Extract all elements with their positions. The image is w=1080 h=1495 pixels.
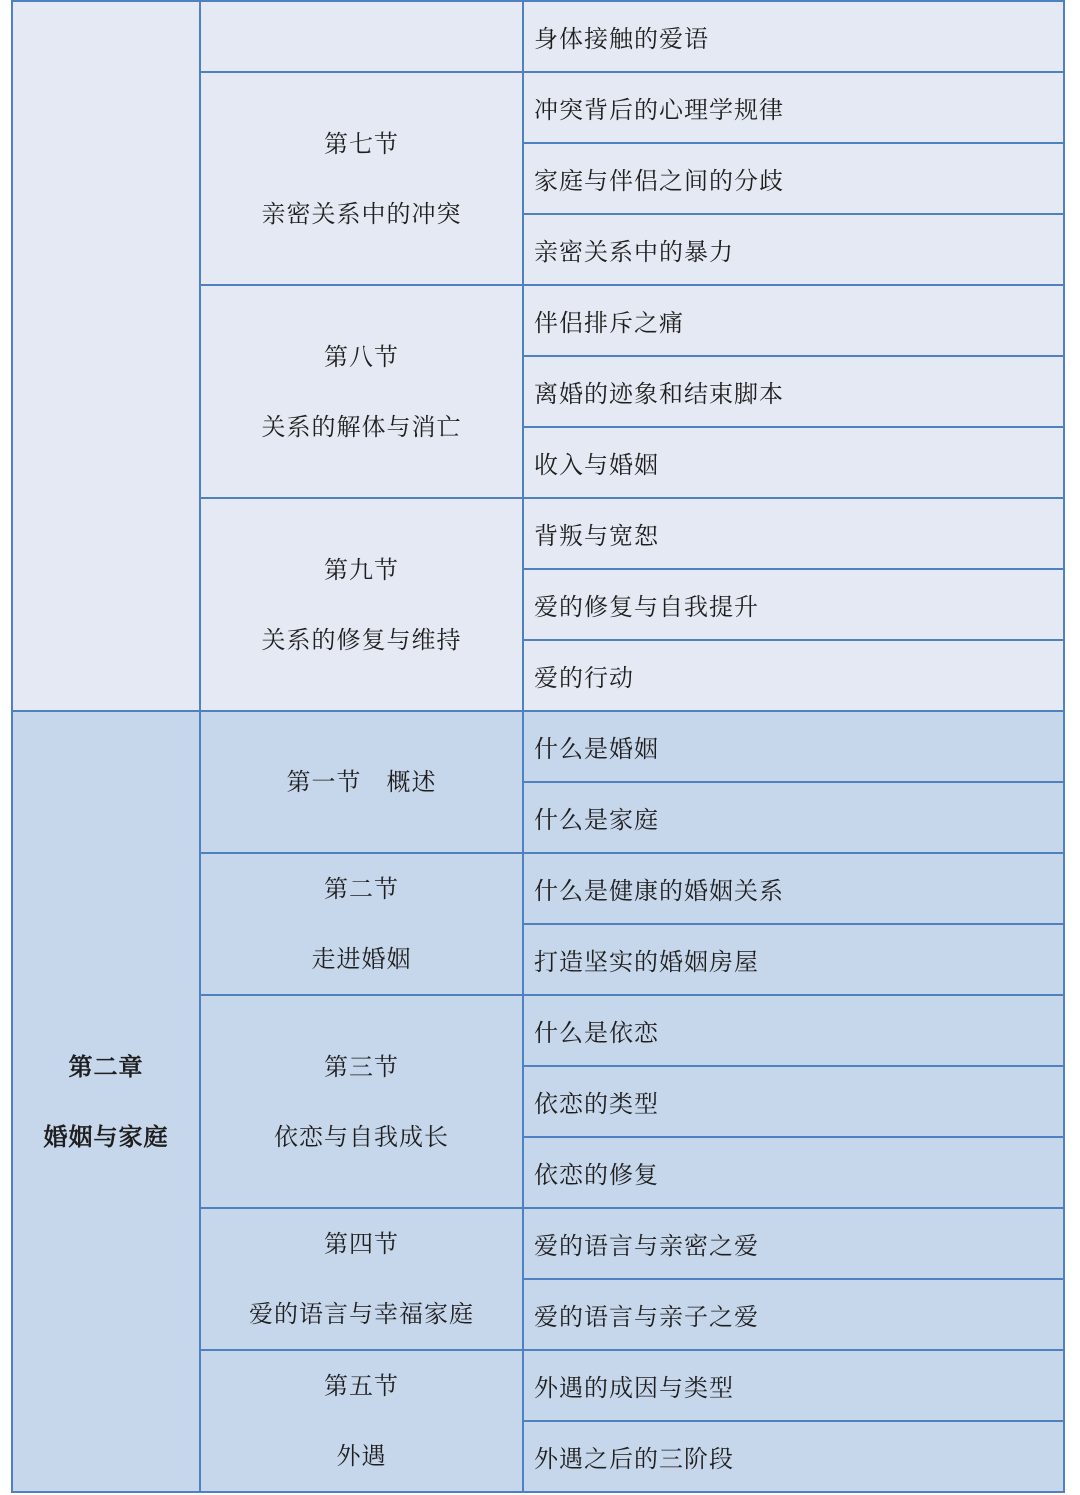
chapter-cell [12, 1, 200, 711]
section-title: 走进婚姻 [311, 945, 412, 973]
topic-cell: 依恋的修复 [523, 1137, 1064, 1208]
chapter-group [12, 711, 1064, 1492]
section-cell [200, 995, 523, 1208]
section-title: 亲密关系中的冲突 [261, 199, 462, 228]
topic-cell: 家庭与伴侣之间的分歧 [523, 143, 1064, 214]
section-title: 依恋与自我成长 [274, 1122, 449, 1151]
topic-cell: 外遇之后的三阶段 [523, 1421, 1064, 1492]
section-number: 第三节 [324, 1052, 399, 1081]
topic-cell: 冲突背后的心理学规律 [523, 72, 1064, 143]
section-number: 第一节 概述 [286, 768, 437, 796]
section-number: 第七节 [324, 129, 399, 158]
topic-cell: 什么是健康的婚姻关系 [523, 853, 1064, 924]
topic-cell: 收入与婚姻 [523, 427, 1064, 498]
chapter-title: 婚姻与家庭 [43, 1122, 169, 1151]
topic-cell: 身体接触的爱语 [523, 1, 1064, 72]
section-cell [200, 853, 523, 995]
topic-cell: 背叛与宽恕 [523, 498, 1064, 569]
topic-cell: 什么是婚姻 [523, 711, 1064, 782]
section-title: 爱的语言与幸福家庭 [249, 1300, 474, 1328]
topic-cell: 爱的行动 [523, 640, 1064, 711]
topic-cell: 什么是家庭 [523, 782, 1064, 853]
topic-cell: 离婚的迹象和结束脚本 [523, 356, 1064, 427]
chapter-number: 第二章 [68, 1052, 144, 1081]
chapter-cell [12, 711, 200, 1492]
section-cell [200, 285, 523, 498]
section-number: 第四节 [324, 1230, 399, 1258]
topic-cell: 什么是依恋 [523, 995, 1064, 1066]
topic-cell: 爱的修复与自我提升 [523, 569, 1064, 640]
section-title: 关系的修复与维持 [261, 625, 462, 654]
topic-cell: 爱的语言与亲子之爱 [523, 1279, 1064, 1350]
section-number: 第八节 [324, 342, 399, 371]
chapter-group [12, 1, 1064, 711]
topic-cell: 外遇的成因与类型 [523, 1350, 1064, 1421]
table-row [12, 711, 1064, 782]
curriculum-table [11, 0, 1065, 1493]
section-cell [200, 1350, 523, 1492]
section-title: 外遇 [336, 1442, 387, 1470]
section-number: 第五节 [324, 1372, 399, 1400]
topic-cell: 亲密关系中的暴力 [523, 214, 1064, 285]
topic-cell: 打造坚实的婚姻房屋 [523, 924, 1064, 995]
section-cell [200, 711, 523, 853]
table-row [12, 1, 1064, 72]
section-cell [200, 1208, 523, 1350]
section-cell [200, 1, 523, 72]
section-cell [200, 498, 523, 711]
section-number: 第二节 [324, 875, 399, 903]
section-number: 第九节 [324, 555, 399, 584]
topic-cell: 爱的语言与亲密之爱 [523, 1208, 1064, 1279]
section-title: 关系的解体与消亡 [261, 412, 462, 441]
section-cell [200, 72, 523, 285]
topic-cell: 依恋的类型 [523, 1066, 1064, 1137]
topic-cell: 伴侣排斥之痛 [523, 285, 1064, 356]
